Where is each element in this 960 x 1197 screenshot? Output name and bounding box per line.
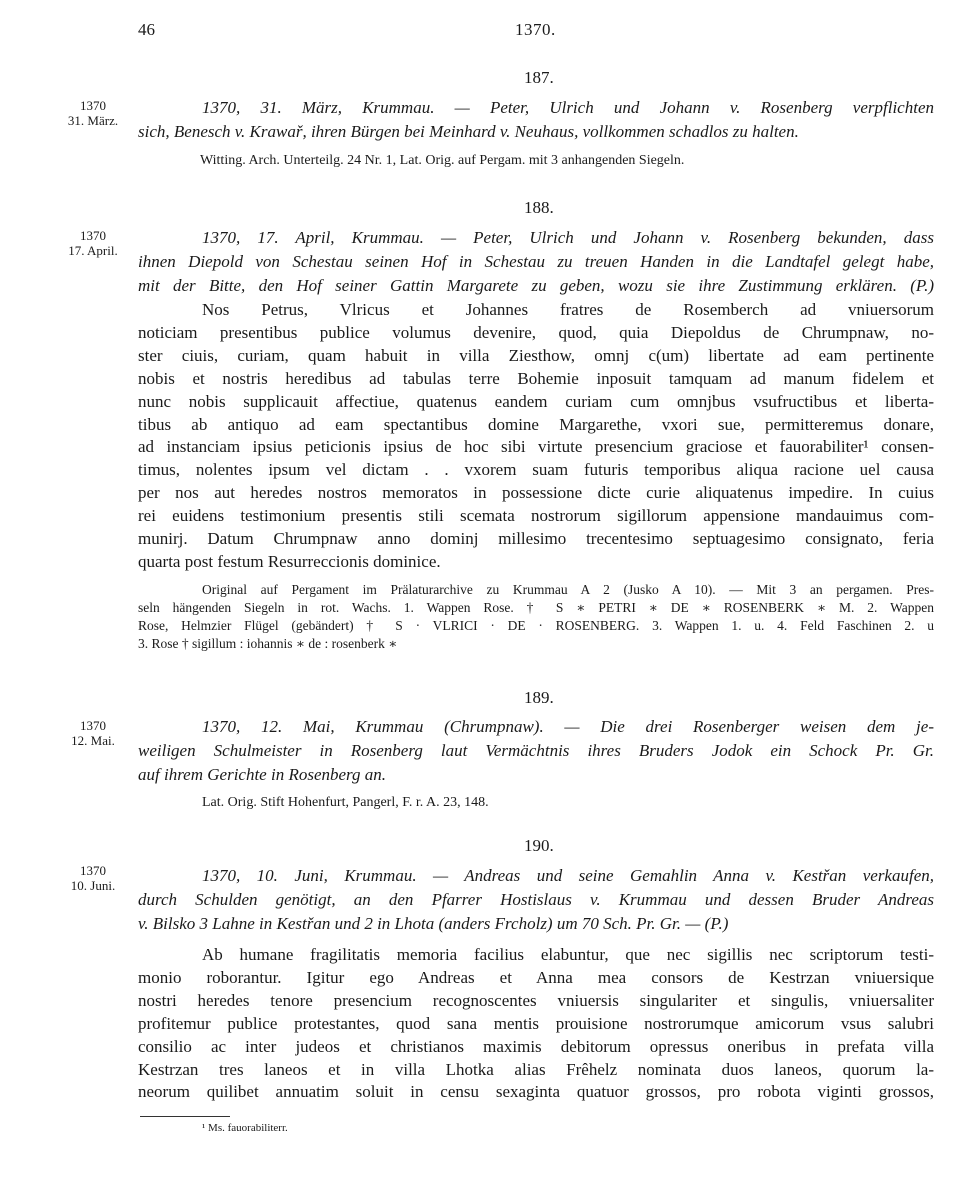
document-number: 188. bbox=[524, 198, 554, 217]
text-line: nunc nobis supplicauit affectiue, quatenus eandem curiam cum omnjbus vsufructibus et liberta- bbox=[138, 391, 934, 411]
margin-year: 1370 bbox=[80, 228, 106, 243]
source-note: Witting. Arch. Unterteilg. 24 Nr. 1, Lat. Orig. auf Pergam. mit 3 anhangenden Siegeln. bbox=[200, 153, 685, 168]
note-line: Rose, Helmzier Flügel (gebändert) † S · VLRICI · DE · ROSENBERG. 3. Wappen 1. u. 4. Feld Faschinen 2. u bbox=[138, 618, 934, 633]
regest-line: v. Bilsko 3 Lahne in Kestřan und 2 in Lhota (anders Frcholz) um 70 Sch. Pr. Gr. — (P.) bbox=[138, 914, 729, 933]
regest bbox=[138, 715, 934, 787]
text-line: noticiam presentibus publice volumus devenire, quod, quia Diepoldus de Chrumpnaw, no- bbox=[138, 322, 934, 342]
regest-line: durch Schulden genötigt, an den Pfarrer Hostislaus v. Krummau und dessen Bruder Andreas bbox=[138, 890, 934, 909]
note-line: seln hängenden Siegeln in rot. Wachs. 1. Wappen Rose. † S ∗ PETRI ∗ DE ∗ ROSENBERK ∗ M. 2. Wappen bbox=[138, 600, 934, 615]
note-line: 3. Rose † sigillum : iohannis ∗ de : rosenberk ∗ bbox=[138, 636, 398, 651]
text-line: profitemur publice protestantes, quod sana mentis prouisione nostrorumque amicorum vsus salubri bbox=[138, 1013, 934, 1033]
document-number: 187. bbox=[524, 68, 554, 87]
regest bbox=[138, 226, 934, 298]
text-line: Nos Petrus, Vlricus et Johannes fratres de Rosemberch ad vniuersorum bbox=[202, 300, 934, 319]
margin-date bbox=[58, 228, 128, 258]
text-line: nostri heredes tenore presencium recognoscentes vniuersis singulariter et singulis, vniuersaliter bbox=[138, 990, 934, 1010]
footnote: ¹ Ms. fauorabiliterr. bbox=[202, 1122, 288, 1134]
margin-date bbox=[58, 863, 128, 893]
text-line: rei euidens testimonium presentis stili scemata nostrorum sigillorum appensione mandauimus com- bbox=[138, 506, 934, 526]
footnote-rule bbox=[140, 1116, 230, 1117]
margin-day: 10. Juni. bbox=[70, 878, 116, 893]
source-note: Lat. Orig. Stift Hohenfurt, Pangerl, F. r. A. 23, 148. bbox=[202, 795, 489, 810]
text-line: ad instanciam ipsius peticionis ipsius de hoc sibi virtute presencium graciose et fauorabiliter¹ consen- bbox=[138, 437, 934, 457]
margin-day: 12. Mai. bbox=[71, 733, 115, 748]
document-number: 190. bbox=[524, 836, 554, 855]
text-line: Ab humane fragilitatis memoria facilius elabuntur, que nec sigillis nec scriptorum testi- bbox=[202, 945, 934, 964]
text-line: tibus ab antiquo ad eam spectantibus domine Margarethe, vxori sue, permitteremus donare, bbox=[138, 414, 934, 434]
text-line: per nos aut heredes nostros memoratos in possessione dicte curie aliquatenus impedire. In cuius bbox=[138, 483, 934, 503]
regest-line: mit der Bitte, den Hof seiner Gattin Margarete zu geben, wozu sie ihre Zustimmung erklären. (P.) bbox=[138, 276, 934, 295]
margin-date bbox=[58, 98, 128, 128]
regest-line: 1370, 17. April, Krummau. — Peter, Ulrich und Johann v. Rosenberg bekunden, dass bbox=[202, 228, 934, 247]
regest-line: 1370, 31. März, Krummau. — Peter, Ulrich und Johann v. Rosenberg verpflichten bbox=[202, 98, 934, 117]
regest bbox=[138, 96, 934, 144]
text-line: munirj. Datum Chrumpnaw anno dominj millesimo trecentesimo septuagesimo consignato, feria bbox=[138, 529, 934, 549]
text-line: Kestrzan tres laneos et in villa Lhotka alias Frêhelz nominata duos laneos, quorum la- bbox=[138, 1059, 934, 1079]
text-line: ster ciuis, curiam, quam habuit in villa Ziesthow, omnj c(um) libertate ad eam pertinente bbox=[138, 345, 934, 365]
page-number: 46 bbox=[138, 20, 155, 39]
running-head-year: 1370. bbox=[515, 20, 556, 39]
archival-note bbox=[138, 581, 934, 653]
text-line: consilio ac inter judeos et christianos maximis debitorum opressus oneribus in prefata villa bbox=[138, 1036, 934, 1056]
regest-line: sich, Benesch v. Krawař, ihren Bürgen bei Meinhard v. Neuhaus, vollkommen schadlos zu halten. bbox=[138, 122, 799, 141]
regest-line: 1370, 10. Juni, Krummau. — Andreas und seine Gemahlin Anna v. Kestřan verkaufen, bbox=[202, 866, 934, 885]
text-line: timus, nolentes ipsum vel dictam . . vxorem suam futuris temporibus aliqua racione uel causa bbox=[138, 460, 934, 480]
text-line: monio roborantur. Igitur ego Andreas et Anna mea consors de Kestrzan vniuersique bbox=[138, 967, 934, 987]
charter-text bbox=[138, 944, 934, 1104]
regest-line: weiligen Schulmeister in Rosenberg laut Vermächtnis ihres Bruders Jodok ein Schock Pr. Gr. bbox=[138, 741, 934, 760]
margin-day: 17. April. bbox=[68, 243, 118, 258]
document-number: 189. bbox=[524, 688, 554, 707]
margin-year: 1370 bbox=[80, 98, 106, 113]
regest bbox=[138, 864, 934, 936]
text-line: neorum quilibet annuatim soluit in censu sexaginta quatuor grossos, pro robota viginti grossos, bbox=[138, 1082, 934, 1102]
text-line: nobis et nostris heredibus ad tabulas terre Bohemie inposuit tamquam ad manum fidelem et bbox=[138, 368, 934, 388]
margin-year: 1370 bbox=[80, 718, 106, 733]
margin-date bbox=[58, 718, 128, 748]
regest-line: ihnen Diepold von Schestau seinen Hof in Schestau zu treuen Handen in die Landtafel gelegt habe, bbox=[138, 252, 934, 271]
charter-text bbox=[138, 299, 934, 574]
regest-line: auf ihrem Gerichte in Rosenberg an. bbox=[138, 765, 387, 784]
text-line: quarta post festum Resurreccionis dominice. bbox=[138, 551, 441, 571]
regest-line: 1370, 12. Mai, Krummau (Chrumpnaw). — Die drei Rosenberger weisen dem je- bbox=[202, 717, 934, 736]
note-line: Original auf Pergament im Prälaturarchive zu Krummau A 2 (Jusko A 10). — Mit 3 an pergamen. Pres- bbox=[202, 582, 934, 597]
margin-day: 31. März. bbox=[67, 113, 119, 128]
margin-year: 1370 bbox=[80, 863, 106, 878]
